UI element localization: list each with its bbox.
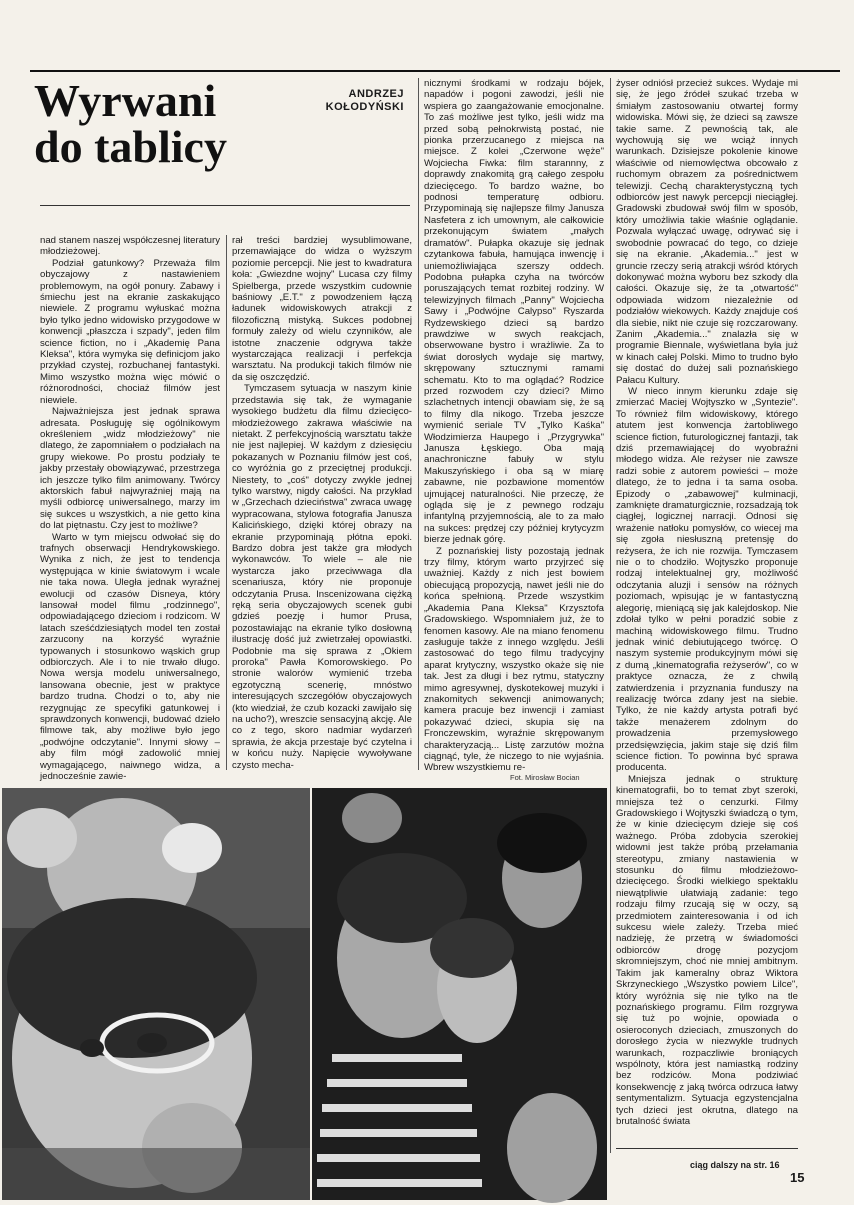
paragraph: nad stanem naszej współczesnej literatury młodzieżowej. — [40, 235, 220, 258]
header-rule — [30, 70, 840, 72]
paragraph: Najważniejsza jest jednak sprawa adresata. Posługuję się ogólnikowym określeniem „widz młodzieżowy" nie dlatego, że zapomniałem o podziałach na grupy wiekowe. Po prostu podziały te jakby przestały obowiązywać, przestrzega ich jeszcze tylko film animowany. Twórcy aktorskich fabuł najwyraźniej mają na myśli odbiorcę uniwersalnego, marzy im się sukces u wszystkich, a nie getto kina do lat piętnastu. Czy jest to możliwe? — [40, 406, 220, 532]
text-column-4 — [616, 78, 798, 1148]
paragraph: żyser odniósł przecież sukces. Wydaje mi się, że jego źródeł szukać trzeba w śmiałym zastosowaniu otwartej formy widowiska. Mówi się, że dzieci są zawsze takie same. Z pewnością tak, ale wychowują się we wciąż innych warunkach. Dzisiejsze pokolenie kinowe właściwie od niemowlęctwa obcowało z ruchomym obrazem za pośrednictwem telewizji. Cechą charakterystyczną tych odbiorców jest nawyk percepcji nieciągłej. Gradowski zbudował swój film w sposób, który umożliwia takie właśnie oglądanie. Pozwala wyłączać uwagę, odrywać się i swobodnie powracać do tego, co dzieje się na ekranie. „Akademia..." jest w gruncie rzeczy serią atrakcji wśród których dokonywać można wyboru bez szkody dla całości. Okazuje się, że ta „otwartość" odpowiada widzom niezależnie od podziałów wiekowych. Każdy znajduje coś dla siebie, nikt nie czuje się rozczarowany. Zanim „Akademia..." znalazła się w programie Biennale, wyświetlana była już w kinach całej Polski. Mimo to trudno było się dostać do dużej sali poznańskiego Pałacu Kultury. — [616, 78, 798, 386]
title-line-2: do tablicy — [34, 121, 227, 172]
text-column-3 — [424, 78, 604, 774]
photo-children-right — [312, 788, 607, 1200]
photo-image — [2, 788, 310, 1200]
text-column-2 — [232, 235, 412, 770]
author-byline — [292, 88, 404, 114]
paragraph: nicznymi środkami w rodzaju bójek, napadów i pogoni zawodzi, jeśli nie wspiera go zaangażowanie emocjonalne. To zaś możliwe jest tylko, jeśli widz ma przed sobą pełnokrwistą postać, nie pionka przerzucanego z miejsca na miejsce. Z kolei „Czerwone węże" Wojciecha Fiwka: film starannny, z doprawdy znakomitą grą całego zespołu dziecięcego. To bardzo ważne, bo podnosi temperaturę odbioru. Przypominają się najlepsze filmy Janusza Nasfetera z ich umownym, ale całkowicie przekonującym światem „małych dramatów". Pułapka okazuje się jednak czytankowa fabuła, hamująca inwencję i uniemożliwiająca szerszy oddech. Podobna pułapka czyha na twórców poruszających temat rozbitej rodziny. W telewizyjnych filmach „Panny" Wojciecha Sawy i „Podwójne Calypso" Ryszarda Rydzewskiego dzieci są bardzo prawdziwe w swych reakcjach, obserwowane bystro i wrażliwie. Za to świat dorosłych wydaje się martwy, skrępowany sztucznymi ramami schematu. Kto to ma oglądać? Rodzice przed rozwodem czy dzieci? Mimo szlachetnych intencji obawiam się, że są to filmy dla nikogo. Trzeba jeszcze wymienić seriale TV „Tylko Kaśka" Włodzimierza Haupego i „Przygrywka" Janusza Łęskiego. Oba mają anachroniczne fabuły w stylu Makuszyńskiego i oba są w miarę zabawne, nie pozbawione momentów ujmującej naturalności. Nie przeczę, że ogląda się je z pewnego rodzaju infantylną przyjemnością, ale to za mało na sukces: prędzej czy później krytycyzm bierze jednak górę. — [424, 78, 604, 546]
title-underline — [40, 205, 410, 206]
column-divider — [418, 78, 419, 770]
photo-credit: Fot. Mirosław Bocian — [510, 773, 580, 782]
paragraph: W nieco innym kierunku zdaje się zmierzać Maciej Wojtyszko w „Syntezie". To również film widowiskowy, którego atutem jest konwencja żartobliwego science fiction, futurologicznej fantazji, tak dziś przemawiającej do wyobraźni młodego widza. Ale reżyser nie zawsze radzi sobie z autorem powieści – może dlatego, że to jedna i ta sama osoba. Epizody o „zabawowej" kulminacji, zamknięte dramaturgicznie, rozsadzają tok ciągłej, logicznej narracji. Odnosi się wrażenie natłoku pomysłów, co wiecej ma się zgoła niesłuszną pretensję do reżysera, że ich nie rozwija. Tymczasem nie o to chodziło. Wojtyszko proponuje rodzaj intelektualnej gry, możliwość odczytania aluzji i sensów na różnych poziomach, wpisując je w fantastyczną alegorię, mieniącą się jak kalejdoskop. Nie zdołał tylko w pełni poradzić sobie z machiną widowiskowego filmu. Trudno jednak winić debiutującego twórcę. O naszym systemie produkcyjnym mówi się z dumą „kinematografia reżyserów", co w praktyce oznacza, że z chwilą zatwierdzenia i przyznania funduszy na realizację twórca zdany jest na siebie. Tylko, że nie każdy artysta potrafi być także menażerem zdolnym do prowadzenia przemysłowego przedsięwzięcia, jakim staje się dziś film science fiction. To powinna być sprawa producenta. — [616, 385, 798, 774]
title-line-1: Wyrwani — [34, 75, 217, 126]
page-number: 15 — [790, 1170, 805, 1185]
continued-rule — [616, 1148, 798, 1149]
paragraph: Mniejsza jednak o strukturę kinematografii, bo to temat zbyt szeroki, mniejsza też o cenzurki. Filmy Gradowskiego i Wojtyszki świadczą o tym, że w kinie dziecięcym dzieje się coś ważnego. Próba zdobycia szerokiej widowni jest także próbą przełamania stereotypu, zmiany nastawienia w stosunku do filmu młodzieżowo-dziecięcego. Środki wielkiego spektaklu niewątpliwie ułatwiają zadanie: tego rodzaju filmy rzucają się w oczy, są przedmiotem zainteresowania i od ich sukcesu wiele zależy. Trzeba mieć nadzieję, że przetrą w świadomości odbiorców drogę pozycjom skromniejszym, choć nie mniej ambitnym. Takim jak kameralny obraz Wiktora Skrzyneckiego „Wszystko powiem Lilce", który wyróżnia się nie tylko na tle poznańskiego programu. Film rozgrywa się tuż po wojnie, opowiada o osieroconych dzieciach, zmuszonych do dorosłego życia w niezwykle trudnych warunkach, rozpaczliwie broniących wspólnoty, która jest namiastką rodziny bez rodziców. Mona podziwiać konsekwencję z jaką twórca odrzuca łatwy sentymentalizm. Sytuacja egzystencjalna tych dzieci jest okrutna, dlatego na brutalność świata — [616, 773, 798, 1127]
paragraph: rał treści bardziej wysublimowane, przemawiające do widza o wyższym poziomie percepcji. Nie jest to kwadratura koła: „Gwiezdne wojny" Lucasa czy filmy Spielberga, przede wszystkim cudownie baśniowy „E.T." z powodzeniem łączą ładunek widowiskowych atrakcji z filozoficzną mistyką. Sukces podobnej formuły zależy od wielu czynników, ale istotne znaczenie odgrywa także wystarczająca realizacji i perfekcja warsztatu. Na produkcji takich filmów nie da się oszczędzić. — [232, 235, 412, 383]
article-title — [34, 75, 274, 172]
photo-children-left — [2, 788, 310, 1200]
author-last-name: KOŁODYŃSKI — [325, 101, 404, 113]
paragraph: Z poznańskiej listy pozostają jednak trzy filmy, którym warto przyjrzeć się uważniej. Każdy z nich jest bowiem obiecującą propozycją, nawet jeśli nie do końca spełnioną. Przede wszystkim „Akademia Pana Kleksa" Krzysztofa Gradowskiego. Wspomniałem już, że to fenomen kasowy. Ale na miano fenomenu zasługuje także z innego względu. Jeśli zastosować do tego filmu tradycyjny aparat krytyczny, wszystko okaże się nie tak. Jest za długi i bez rytmu, statyczny mimo agresywnej, dyskotekowej muzyki i znakomitych sekwencji animowanych; kamera pracuje bez inwencji i zamiast pokazywać dzieci, skupia się na Fronczewskim, wyraźnie skrępowanym charakteryzacją... Listę zarzutów można ciągnąć, tyle, że niczego to nie wyjaśnia. Wbrew wszystkiemu re- — [424, 545, 604, 774]
column-divider — [610, 78, 611, 1153]
continued-note: ciąg dalszy na str. 16 — [690, 1160, 780, 1170]
paragraph: Tymczasem sytuacja w naszym kinie przedstawia się tak, że wymaganie wysokiego budżetu dla filmu dziecięco-młodzieżowego zakrawa właściwie na nietakt. Z perfekcyjnością warsztatu także nie jest najlepiej. W każdym z dziesięciu pokazanych w Poznaniu filmów jest coś, co wyróżnia go z przeciętnej produkcji. Niestety, to „coś" dotyczy zwykle jednej tylko warstwy, nigdy całości. Na przykład w „Grzechach dzieciństwa" zwraca uwagę wypracowana, stylowa fotografia Janusza Kalicińskiego, dzięki której obrazy na ekranie przypominają płótna epoki. Bardzo dobra jest także gra młodych wykonawców. To wiele – ale nie wystarcza jako przeciwwaga dla scenariusza, który nie proponuje odczytania Prusa. Inscenizowana ciężką ręką seria obyczajowych scenek gubi gdzieś poezję i humor Prusa, pozostawiając na ekranie tylko dosłowną ilustrację dość już zwietrzałej opowiastki. Podobnie ma się sprawa z „Okiem proroka" Pawła Komorowskiego. Po stronie walorów wymienić trzeba egzotyczną scenerię, mnóstwo interesujących szczegółów obyczajowych (kto wiedział, że czub kozacki zawijało się na ucho?), wreszcie sensacyjną akcję. Ale co z tego, skoro nadmiar wydarzeń sprawia, że akcja przestaje być czytelna i w końcu nuży. Napięcie wywoływane czysto mecha- — [232, 383, 412, 771]
text-column-1 — [40, 235, 220, 783]
column-divider — [226, 235, 227, 770]
paragraph: Warto w tym miejscu odwołać się do trafnych obserwacji Hendrykowskiego. Wynika z nich, że jest to tendencja występująca w kinie światowym i wcale nie taka nowa. Uległa jednak wyraźnej ewolucji od czasów Disneya, który lansował model filmu „rodzinnego", odpowiadającego dzieciom i rodzicom. W latach sześćdziesiątych model ten został zarzucony na korzyść wyraźnie typowanych i stosunkowo wąskich grup odbiorczych. Ale i to nie trwało długo. Nowa wersja modelu uniwersalnego, lansowana obecnie, jest w praktyce bardzo trudna. Chodzi o to, aby nie rezygnując ze specyfiki gatunkowej i sprawdzonych konwencji, budować dzieło filmowe tak, aby możliwe było jego „podwójne odczytanie". Innymi słowy – aby film mógł zadowolić mniej wymagającego, naiwnego widza, a jednocześnie zawie- — [40, 531, 220, 783]
photo-image — [312, 788, 607, 1200]
paragraph: Podział gatunkowy? Przeważa film obyczajowy z nastawieniem problemowym, na ogół ponury. Zabawy i śmiechu jest na ekranie zaskakująco niewiele. Z programu wyłuskać można było tylko jedno widowisko przygodowe w konwencji „płaszcza i szpady", jeden film science fiction, no i „Akademię Pana Kleksa", która wymyka się definicjom jako przykład czystej, rozbuchanej fantastyki. Mimo wszystko można więc mówić o różnorodności, chociaż filmów jest niewiele. — [40, 257, 220, 406]
author-first-name: ANDRZEJ — [348, 88, 404, 100]
